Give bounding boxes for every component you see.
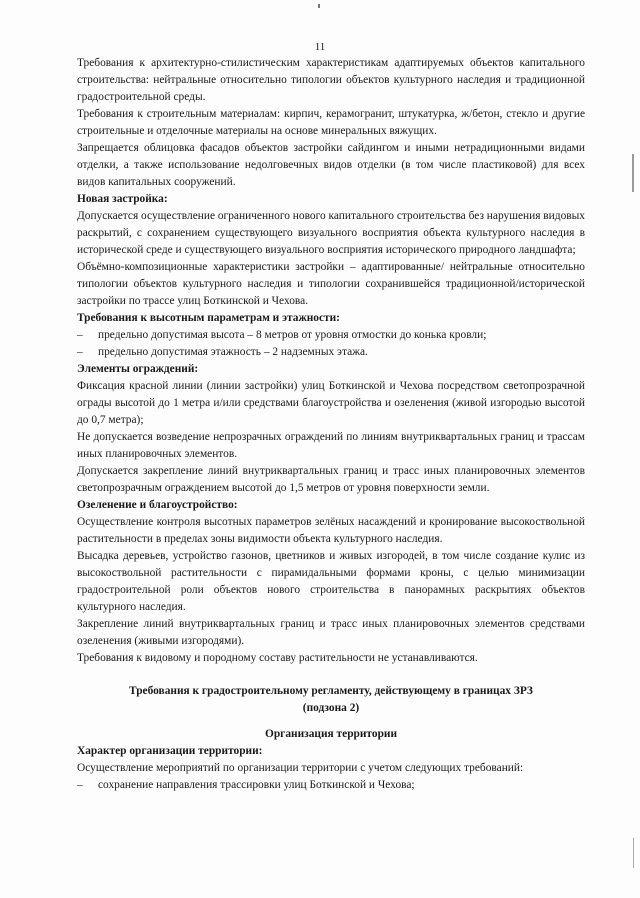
heading-landscaping: Озеленение и благоустройство: — [77, 499, 238, 511]
list-marker: – — [77, 779, 83, 791]
paragraph-new-building-2: Объёмно-композиционные характеристики застройки – адаптированные/ нейтральные относительно типологии объектов культурного наследия и типологии сохранившейся традиционной/исторической застройки по трассе улиц Боткинской и Чехова. — [77, 261, 585, 307]
list-item-text: сохранение направления трассировки улиц Боткинской и Чехова; — [98, 779, 415, 791]
section-title-line-1: Требования к градостроительному регламенту, действующему в границах ЗРЗ — [129, 685, 533, 697]
paragraph-landscaping-2: Высадка деревьев, устройство газонов, цветников и живых изгородей, в том числе создание кулис из высокоствольной растительности с пирамидальными формами кроны, с целью минимизации градостроительной роли объектов нового строительства в панорамных раскрытиях объектов культурного наследия. — [77, 550, 585, 613]
spacer — [77, 667, 585, 683]
section-subtitle: Организация территории — [264, 728, 398, 740]
list-item-text: предельно допустимая высота – 8 метров от уровня отмостки до конька кровли; — [98, 329, 487, 341]
list-item — [77, 344, 585, 361]
heading-fences: Элементы ограждений: — [77, 363, 199, 375]
spacer — [77, 717, 585, 726]
paragraph-landscaping-4: Требования к видовому и породному составу растительности не устанавливаются. — [77, 652, 478, 664]
paragraph-fences-3: Допускается закрепление линий внутриквартальных границ и трасс иных планировочных элементов светопрозрачным ограждением высотой до 1,5 метров от уровня поверхности земли. — [77, 465, 585, 494]
paragraph-materials: Требования к строительным материалам: кирпич, керамогранит, штукатурка, ж/бетон, стекло и другие строительные и отделочные материалы на основе минеральных вяжущих. — [77, 108, 585, 137]
paragraph-architecture: Требования к архитектурно-стилистическим характеристикам адаптируемых объектов капитального строительства: нейтральные относительно типологии объектов культурного наследия и традиционной градостроительной среды. — [77, 57, 585, 103]
paragraph-landscaping-3: Закрепление линий внутриквартальных границ и трасс иных планировочных элементов средствами озеленения (живыми изгородями). — [77, 618, 585, 647]
scan-artifact-right — [632, 154, 634, 192]
heading-territory: Характер организации территории: — [77, 745, 263, 757]
paragraph-new-building-1: Допускается осуществление ограниченного нового капитального строительства без нарушения видовых раскрытий, с сохранением существующего визуального восприятия объекта культурного наследия в исторической среде и существующего визуального восприятия исторического природного ландшафта; — [77, 210, 585, 256]
section-title-line-2: (подзона 2) — [302, 702, 360, 714]
heading-new-building: Новая застройка: — [77, 193, 168, 205]
document-body — [77, 55, 585, 794]
heading-height-requirements: Требования к высотным параметрам и этажности: — [77, 312, 340, 324]
list-item — [77, 777, 585, 794]
paragraph-landscaping-1: Осуществление контроля высотных параметров зелёных насаждений и кронирование высокоствольной растительности в пределах зоны видимости объекта культурного наследия. — [77, 516, 585, 545]
paragraph-facade-ban: Запрещается облицовка фасадов объектов застройки сайдингом и иными нетрадиционными видами отделки, а также использование недолговечных видов отделки (в том числе пластиковой) для всех видов капитальных сооружений. — [77, 142, 585, 188]
paragraph-territory-intro: Осуществление мероприятий по организации территории с учетом следующих требований: — [77, 762, 524, 774]
scan-artifact-top — [318, 4, 320, 8]
scan-artifact-right-bottom — [633, 838, 634, 868]
page-number: 11 — [314, 41, 326, 53]
list-item — [77, 327, 585, 344]
paragraph-fences-2: Не допускается возведение непрозрачных ограждений по линиям внутриквартальных границ и трассам иных планировочных элементов. — [77, 431, 585, 460]
list-marker: – — [77, 346, 83, 358]
list-marker: – — [77, 329, 83, 341]
paragraph-fences-1: Фиксация красной линии (линии застройки) улиц Боткинской и Чехова посредством светопрозрачной ограды высотой до 1 метра и/или средствами благоустройства и озеленения (живой изгородью высотой до 0,7 метра); — [77, 380, 585, 426]
list-item-text: предельно допустимая этажность – 2 надземных этажа. — [98, 346, 368, 358]
